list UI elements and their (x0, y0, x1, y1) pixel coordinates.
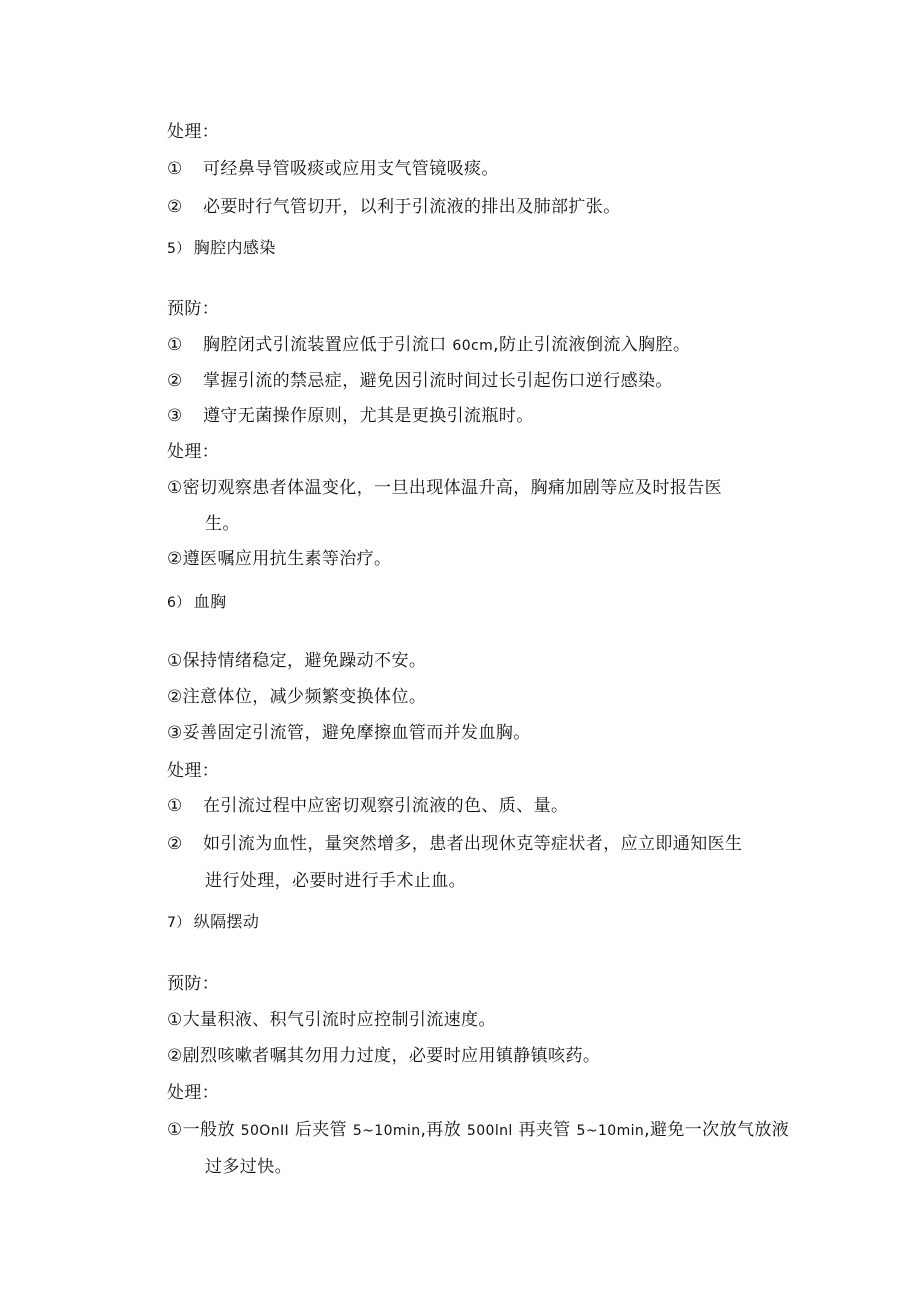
list-item: ①保持情绪稳定，避免躁动不安。 (167, 651, 427, 671)
list-item: ②注意体位，减少频繁变换体位。 (167, 687, 427, 707)
section-heading-5 (167, 236, 276, 261)
section-heading-6 (167, 590, 227, 615)
measurement: 500lnl (466, 1123, 513, 1139)
text-segment: 再夹管 (512, 1120, 577, 1140)
text-segment: ,防止引流液倒流入胸腔。 (493, 335, 691, 355)
label-treatment: 处理： (167, 761, 220, 781)
list-item: ①密切观察患者体温变化，一旦出现体温升高，胸痛加剧等应及时报告医 (167, 478, 723, 498)
text-segment: 胸腔闭式引流装置应低于引流口 (203, 335, 453, 355)
text-segment: 后夹管 (289, 1120, 353, 1140)
list-item: 如引流为血性，量突然增多，患者出现休克等症状者，应立即通知医生 (203, 834, 743, 854)
list-marker: ① (167, 159, 183, 179)
list-item: 必要时行气管切开，以利于引流液的排出及肺部扩张。 (203, 197, 621, 217)
section-title: 纵隔摆动 (193, 912, 260, 931)
list-item: ③妥善固定引流管，避免摩擦血管而并发血胸。 (167, 723, 531, 743)
list-item: 可经鼻导管吸痰或应用支气管镜吸痰。 (203, 159, 499, 179)
label-treatment: 处理： (167, 1083, 220, 1103)
label-prevention: 预防： (167, 974, 220, 994)
section-number: 7） (167, 915, 191, 931)
text-segment: ,避免一次放气放液 (644, 1120, 790, 1140)
list-marker: ② (167, 834, 183, 854)
section-number: 6） (167, 595, 191, 611)
measurement: 50OnII (240, 1123, 290, 1139)
section-title: 胸腔内感染 (193, 238, 276, 257)
list-marker: ② (167, 371, 183, 391)
section-title: 血胸 (193, 592, 227, 611)
list-marker: ① (167, 335, 183, 355)
list-item: ②遵医嘱应用抗生素等治疗。 (167, 549, 392, 569)
list-marker: ② (167, 197, 183, 217)
text-segment: ①一般放 (167, 1120, 241, 1140)
list-item: ①大量积液、积气引流时应控制引流速度。 (167, 1010, 496, 1030)
measurement: 5~10min (352, 1123, 421, 1139)
list-item: 遵守无菌操作原则，尤其是更换引流瓶时。 (203, 406, 534, 426)
section-number: 5） (167, 241, 191, 257)
list-item (167, 1118, 789, 1143)
list-marker: ③ (167, 406, 183, 426)
list-item-continuation: 生。 (205, 514, 240, 534)
list-marker: ① (167, 796, 183, 816)
label-prevention: 预防： (167, 299, 220, 319)
label-treatment: 处理： (167, 442, 220, 462)
list-item (203, 333, 690, 358)
text-segment: ,再放 (420, 1120, 467, 1140)
measurement: 60cm (452, 338, 494, 354)
list-item: 掌握引流的禁忌症，避免因引流时间过长引起伤口逆行感染。 (203, 371, 673, 391)
list-item-continuation: 过多过快。 (205, 1157, 292, 1177)
list-item: ②剧烈咳嗽者嘱其勿用力过度，必要时应用镇静镇咳药。 (167, 1046, 601, 1066)
label-treatment: 处理： (167, 122, 220, 142)
list-item-continuation: 进行处理，必要时进行手术止血。 (205, 871, 466, 891)
measurement: 5~10min (576, 1123, 645, 1139)
section-heading-7 (167, 910, 259, 935)
list-item: 在引流过程中应密切观察引流液的色、质、量。 (203, 796, 569, 816)
